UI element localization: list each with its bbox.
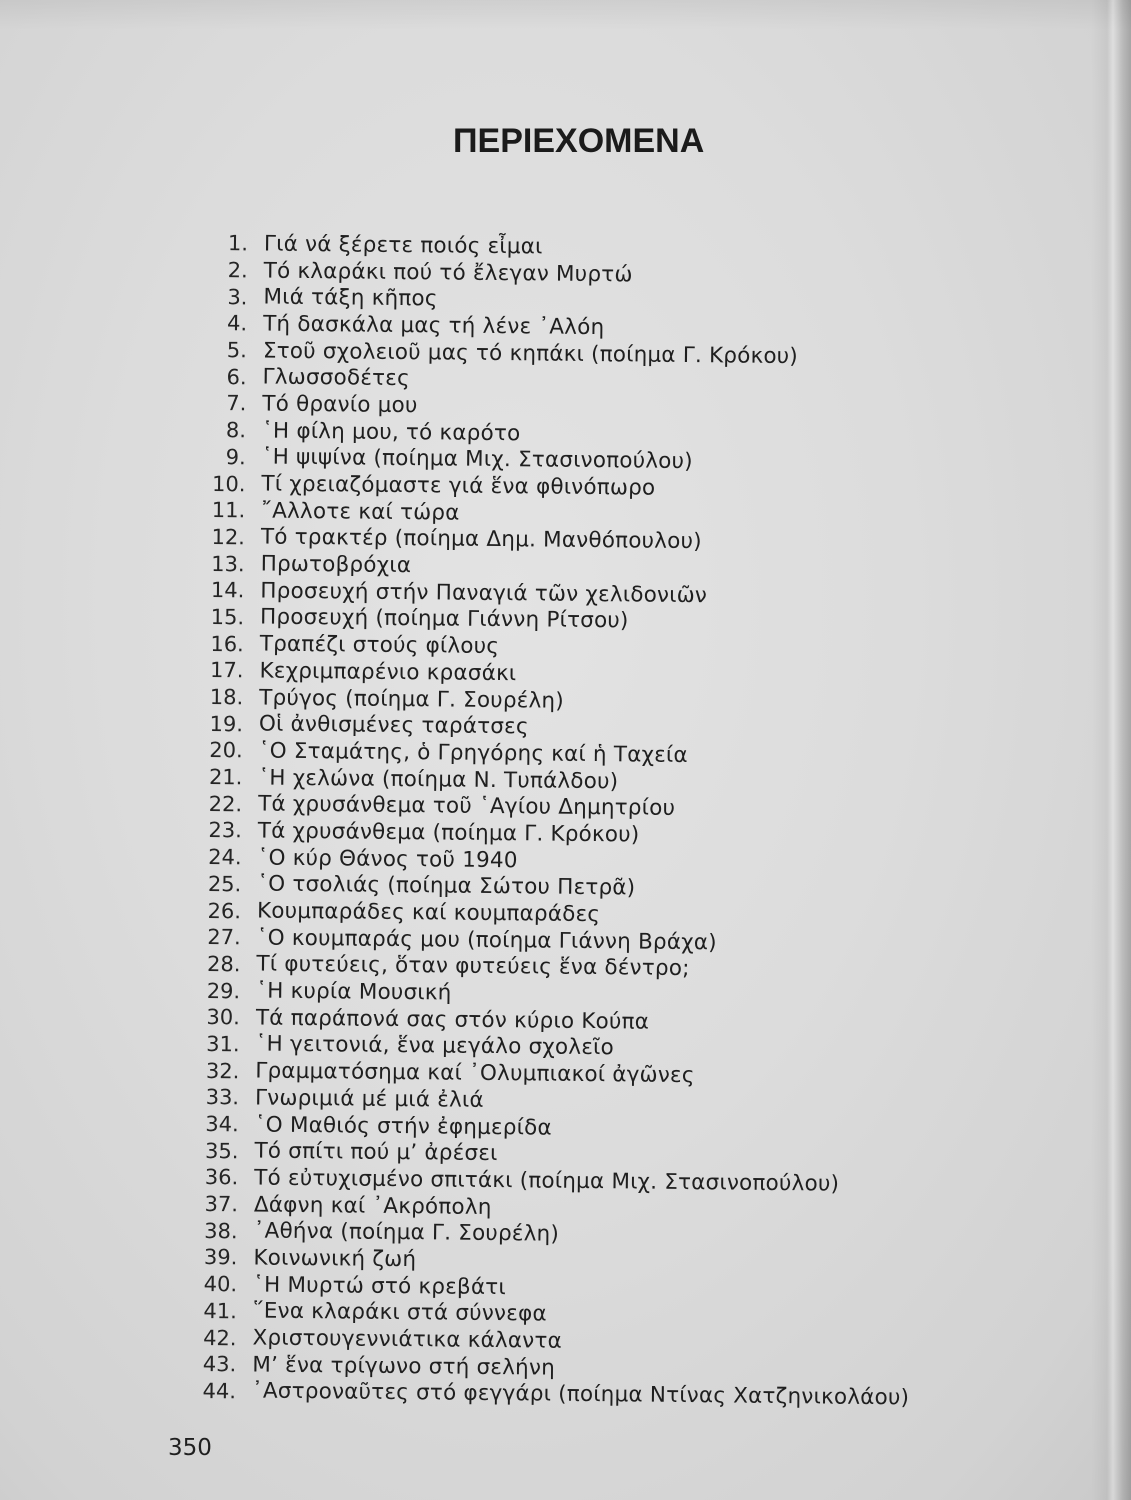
entry-title: ῾Η κυρία Μουσική: [256, 978, 452, 1006]
entry-number: 15.: [210, 604, 245, 629]
entry-title: Δάφνη καί ᾿Ακρόπολη: [253, 1191, 492, 1220]
entry-title: Τί φυτεύεις, ὅταν φυτεύεις ἕνα δέντρο;: [256, 951, 690, 982]
entry-number: 44.: [202, 1378, 237, 1403]
entry-number: 8.: [225, 417, 247, 443]
entry-title: ῾Ο Μαθιός στήν ἐφημερίδα: [254, 1111, 552, 1140]
entry-title: Γλωσσοδέτες: [262, 364, 411, 391]
entry-number: 30.: [206, 1004, 241, 1030]
entry-title: Τί χρειαζόμαστε γιά ἕνα φθινόπωρο: [261, 471, 656, 501]
entry-number: 25.: [207, 871, 242, 896]
entry-title: ῾Η ψιψίνα (ποίημα Μιχ. Στασινοπούλου): [261, 444, 693, 474]
entry-title: Τά χρυσάνθεμα (ποίημα Γ. Κρόκου): [257, 818, 640, 848]
entry-number: 23.: [208, 818, 242, 843]
entry-title: Κεχριμπαρένιο κρασάκι: [259, 657, 517, 686]
entry-number: 36.: [204, 1164, 239, 1190]
entry-title: Μ’ ἕνα τρίγωνο στή σελήνη: [252, 1351, 556, 1380]
entry-title: Γνωριμιά μέ μιά ἐλιά: [254, 1084, 484, 1113]
table-of-contents: [168, 229, 980, 1412]
entry-number: 9.: [225, 444, 246, 469]
entry-number: 27.: [207, 924, 241, 950]
entry-number: 35.: [204, 1138, 239, 1163]
entry-number: 18.: [209, 684, 244, 709]
entry-title: ῾Ο Σταμάτης, ὁ Γρηγόρης καί ἡ Ταχεία: [258, 738, 688, 768]
entry-number: 3.: [227, 284, 248, 309]
entry-title: Τό εὐτυχισμένο σπιτάκι (ποίημα Μιχ. Στασινοπούλου): [254, 1165, 840, 1197]
entry-number: 22.: [208, 791, 243, 816]
entry-title: ῾Η Μυρτώ στό κρεβάτι: [252, 1271, 507, 1300]
entry-number: 31.: [206, 1031, 240, 1056]
entry-title: Προσευχή στήν Παναγιά τῶν χελιδονιῶν: [260, 577, 708, 608]
entry-number: 13.: [211, 551, 245, 576]
entry-title: Τό θρανίο μου: [262, 391, 418, 418]
entry-title: ῾Η γειτονιά, ἕνα μεγάλο σχολεῖο: [255, 1031, 615, 1061]
entry-number: 39.: [203, 1245, 238, 1270]
entry-title: ῞Ενα κλαράκι στά σύννεφα: [252, 1298, 547, 1327]
page-edge-shadow: [1091, 0, 1131, 1500]
entry-number: 32.: [205, 1058, 240, 1083]
entry-number: 34.: [205, 1111, 239, 1136]
entry-number: 6.: [226, 364, 247, 389]
entry-number: 11.: [211, 497, 246, 523]
page-title: ΠΕΡΙΕΧΟΜΕΝΑ: [453, 122, 705, 160]
entry-title: ῾Ο κουμπαράς μου (ποίημα Γιάννη Βράχα): [256, 924, 717, 955]
entry-title: Οἱ ἀνθισμένες ταράτσες: [258, 711, 529, 740]
entry-number: 4.: [226, 311, 248, 336]
entry-number: 2.: [227, 257, 248, 283]
entry-title: Προσευχή (ποίημα Γιάννη Ρίτσου): [259, 604, 629, 634]
entry-number: 38.: [204, 1218, 238, 1243]
entry-number: 16.: [210, 631, 244, 656]
entry-number: 10.: [211, 471, 246, 496]
entry-title: ῾Η χελώνα (ποίημα Ν. Τυπάλδου): [258, 764, 619, 794]
entry-title: Τρύγος (ποίημα Γ. Σουρέλη): [259, 684, 565, 713]
page-shade-top: [0, 0, 1131, 30]
entry-number: 28.: [206, 951, 241, 976]
entry-number: 20.: [209, 738, 243, 763]
entry-title: Κοινωνική ζωή: [253, 1245, 417, 1272]
entry-title: Τό σπίτι πού μ’ ἀρέσει: [254, 1138, 498, 1166]
entry-number: 40.: [203, 1271, 238, 1297]
entry-title: Τό κλαράκι πού τό ἔλεγαν Μυρτώ: [263, 257, 633, 287]
entry-number: 21.: [208, 764, 243, 790]
entry-title: Τό τρακτέρ (ποίημα Δημ. Μανθόπουλου): [260, 524, 702, 555]
page-number: 350: [168, 1435, 212, 1461]
entry-number: 14.: [210, 577, 245, 603]
entry-title: Στοῦ σχολειοῦ μας τό κηπάκι (ποίημα Γ. Κρόκου): [262, 337, 799, 369]
entry-title: Τραπέζι στούς φίλους: [259, 631, 500, 659]
entry-title: Τή δασκάλα μας τή λένε ᾿Αλόη: [263, 311, 605, 340]
entry-number: 12.: [211, 524, 246, 549]
entry-title: Πρωτοβρόχια: [260, 551, 412, 578]
entry-title: ᾿Αστροναῦτες στό φεγγάρι (ποίημα Ντίνας Χατζηνικολάου): [251, 1378, 910, 1411]
entry-title: Χριστουγεννιάτικα κάλαντα: [252, 1325, 563, 1354]
entry-title: ᾿Αθήνα (ποίημα Γ. Σουρέλη): [253, 1218, 560, 1247]
entry-number: 29.: [206, 978, 241, 1003]
entry-title: Γραμματόσημα καί ᾿Ολυμπιακοί ἀγῶνες: [255, 1058, 695, 1088]
entry-number: 24.: [208, 844, 242, 870]
entry-title: Τά παράπονά σας στόν κύριο Κούπα: [255, 1004, 650, 1035]
entry-number: 26.: [207, 898, 242, 923]
entry-title: ῾Ο τσολιάς (ποίημα Σώτου Πετρᾶ): [257, 871, 636, 901]
entry-title: ῾Η φίλη μου, τό καρότο: [261, 417, 521, 446]
entry-number: 41.: [203, 1298, 237, 1323]
entry-number: 17.: [210, 657, 244, 683]
entry-title: ῾Ο κύρ Θάνος τοῦ 1940: [257, 844, 518, 873]
entry-number: 33.: [205, 1084, 240, 1110]
entry-number: 7.: [226, 391, 247, 416]
entry-number: 37.: [204, 1191, 239, 1217]
entry-title: ῎Αλλοτε καί τώρα: [261, 497, 460, 525]
entry-number: 1.: [227, 231, 249, 256]
entry-number: 19.: [209, 711, 244, 736]
entry-number: 42.: [203, 1325, 237, 1350]
entry-number: 43.: [202, 1351, 237, 1377]
entry-title: Τά χρυσάνθεμα τοῦ ῾Αγίου Δημητρίου: [258, 791, 676, 821]
entry-number: 5.: [226, 337, 248, 363]
entry-title: Κουμπαράδες καί κουμπαράδες: [256, 898, 601, 927]
entry-title: Μιά τάξη κῆπος: [263, 284, 438, 312]
entry-title: Γιά νά ξέρετε ποιός εἶμαι: [263, 230, 543, 259]
